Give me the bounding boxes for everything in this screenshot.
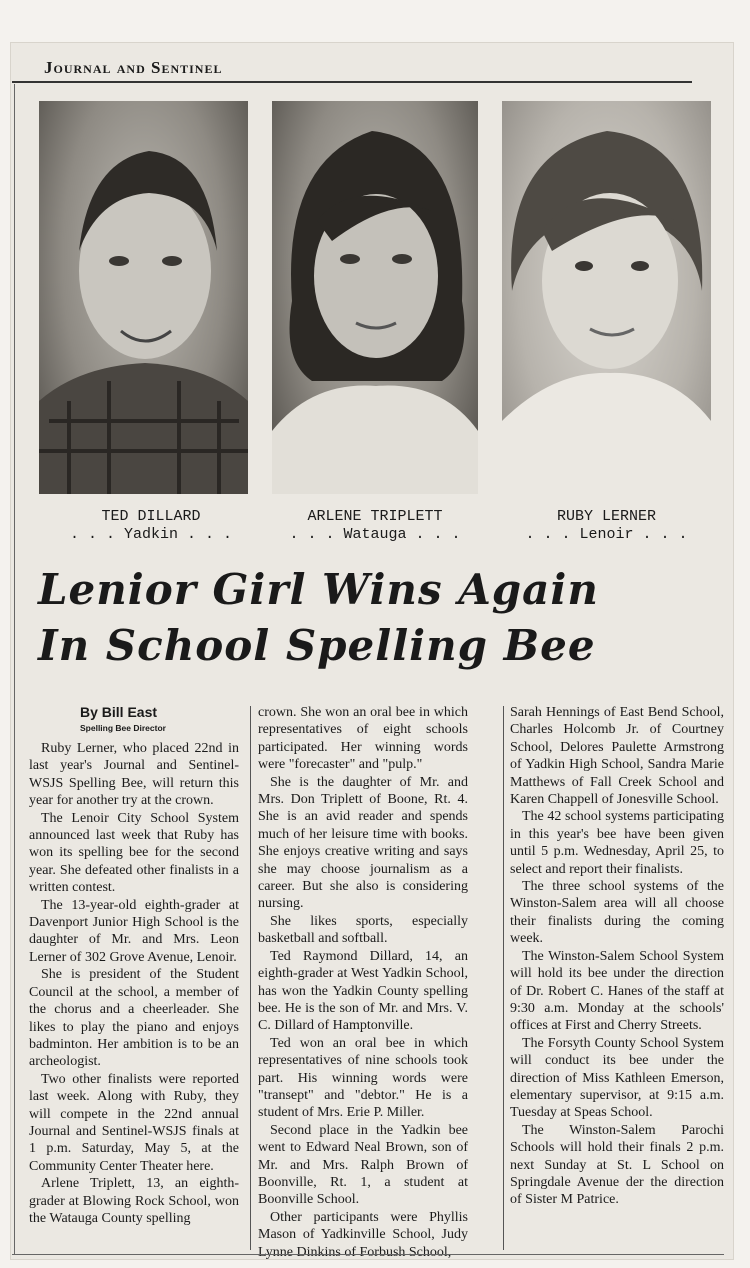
photo-ted-dillard (39, 101, 248, 494)
caption-place: . . . Watauga . . . (289, 526, 461, 543)
paragraph: Second place in the Yadkin bee went to Edward Neal Brown, son of Mr. and Mrs. Ralph Brown of Boonville, Rt. 1, a student at Boonville School. (258, 1122, 468, 1208)
headline (38, 562, 698, 674)
caption-place: . . . Yadkin . . . (69, 526, 233, 543)
left-border-rule (14, 84, 15, 1254)
paragraph: The Lenoir City School System announced last week that Ruby has won its spelling bee for the second year. She defeated other finalists in a written contest. (29, 810, 239, 896)
column-rule (250, 706, 251, 1250)
caption-arlene-triplett (272, 508, 478, 544)
photo-arlene-triplett (272, 101, 478, 494)
paragraph: The 42 school systems participating in this year's bee have been given until 5 p.m. Wednesday, April 25, to select and report their finalists. (510, 809, 724, 877)
article-column-2 (258, 704, 468, 1261)
paragraph: Arlene Triplett, 13, an eighth-grader at Blowing Rock School, won the Watauga County spelling (29, 1176, 239, 1226)
headline-line-2: In School Spelling Bee (38, 621, 596, 670)
caption-ruby-lerner (502, 508, 711, 544)
paragraph: She is the daughter of Mr. and Mrs. Don Triplett of Boone, Rt. 4. She is an avid reader and spends much of her leisure time with books. She enjoys creative writing and says she may choose journalism as a career. But she also is considering nursing. (258, 774, 468, 912)
caption-ted-dillard (39, 508, 263, 544)
article-column-1 (29, 740, 239, 1227)
column-rule (503, 706, 504, 1250)
article-column-3 (510, 704, 724, 1209)
caption-name: TED DILLARD (101, 508, 201, 525)
paragraph: Ted won an oral bee in which representatives of nine schools took part. His winning words were "transept" and "debtor." He is a student of Mrs. Erie P. Miller. (258, 1035, 468, 1121)
paragraph: She is president of the Student Council at the school, a member of the chorus and a cheerleader. She likes to play the piano and enjoys badminton. Her ambition is to be an archeologist. (29, 967, 239, 1070)
byline-title: Spelling Bee Director (80, 723, 166, 733)
bottom-rule (12, 1254, 724, 1255)
paragraph: Ted Raymond Dillard, 14, an eighth-grader at West Yadkin School, has won the Yadkin County spelling bee. He is the son of Mr. and Mrs. V. C. Dillard of Hamptonville. (258, 948, 468, 1034)
masthead-rule (12, 81, 692, 83)
paragraph: The three school systems of the Winston-Salem area will all choose their finalists during the coming week. (510, 879, 724, 947)
headline-line-1: Lenior Girl Wins Again (38, 565, 599, 614)
byline-author: By Bill East (80, 704, 158, 720)
masthead: Journal and Sentinel (44, 58, 223, 77)
paragraph: crown. She won an oral bee in which representatives of eight schools participated. Her winning words were "forecaster" and "pulp." (258, 705, 468, 773)
paragraph: Two other finalists were reported last week. Along with Ruby, they will compete in the 22nd annual Journal and Sentinel-WSJS finals at 1 p.m. Saturday, May 5, at the Community Center Theater here. (29, 1071, 239, 1174)
paragraph: The Forsyth County School System will conduct its bee under the direction of Miss Kathleen Emerson, elementary supervisor, at 9:15 a.m. Tuesday at Speas School. (510, 1035, 724, 1121)
paragraph: The 13-year-old eighth-grader at Davenport Junior High School is the daughter of Mr. and Mrs. Leon Lerner of 302 Grove Avenue, Lenoir. (29, 897, 239, 965)
paragraph: Ruby Lerner, who placed 22nd in last year's Journal and Sentinel-WSJS Spelling Bee, will return this year for another try at the crown. (29, 741, 239, 809)
paragraph: Sarah Hennings of East Bend School, Charles Holcomb Jr. of Courtney School, Delores Paulette Armstrong of Yadkin High School, Sandra Marie Matthews of Fall Creek School and Karen Chappell of Jonesville School. (510, 705, 724, 808)
caption-place: . . . Lenoir . . . (525, 526, 688, 543)
caption-name: RUBY LERNER (556, 508, 657, 525)
paragraph: The Winston-Salem School System will hold its bee under the direction of Dr. Robert C. Hanes of the staff at 9:30 a.m. Monday at the schools' offices at First and Cherry Streets. (510, 948, 724, 1034)
paragraph: The Winston-Salem Parochi Schools will hold their finals 2 p.m. next Sunday at St. L School on Springdale Avenue der the direction of Sister M Patrice. (510, 1122, 724, 1208)
paragraph: Other participants were Phyllis Mason of Yadkinville School, Judy Lynne Dinkins of Forbush School, (258, 1209, 468, 1260)
caption-name: ARLENE TRIPLETT (307, 508, 443, 525)
paragraph: She likes sports, especially basketball and softball. (258, 913, 468, 947)
photo-ruby-lerner (502, 101, 711, 494)
